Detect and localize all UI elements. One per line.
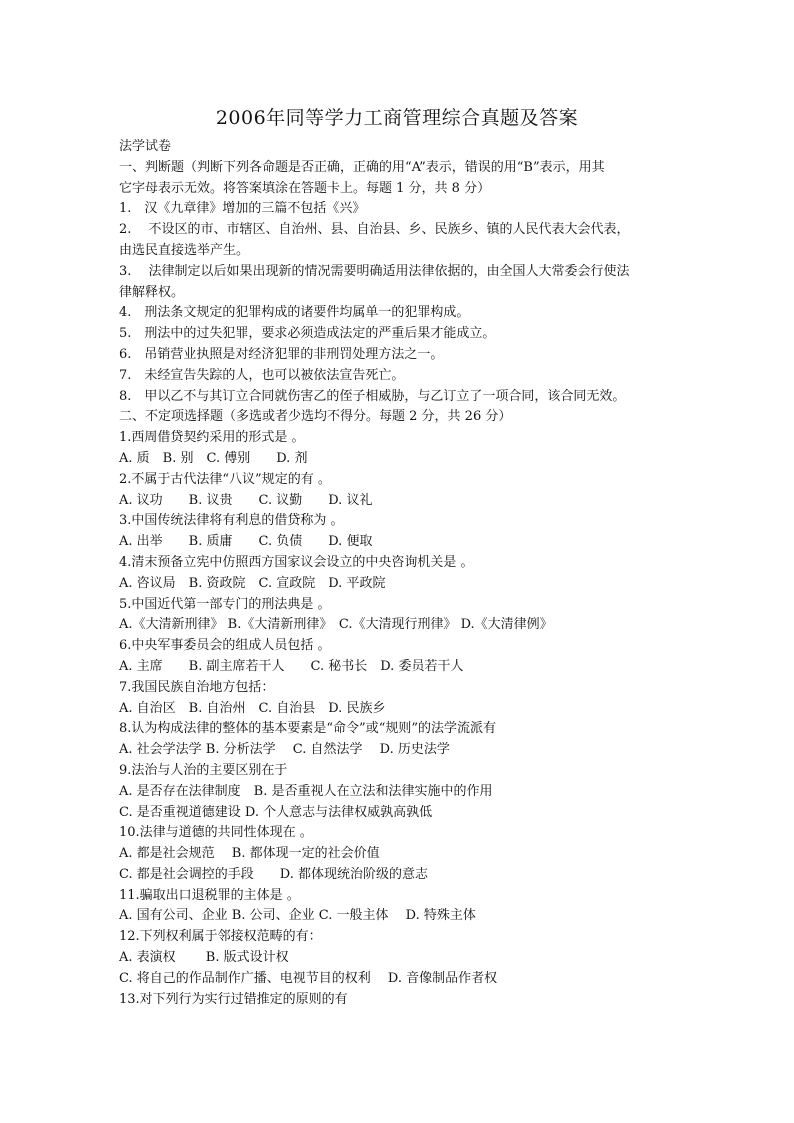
text-line: C. 是否重视道德建设 D. 个人意志与法律权威孰高孰低 [119, 804, 433, 820]
text-line: 5.中国近代第一部专门的刑法典是 。 [119, 596, 331, 612]
text-line: A. 主席 B. 副主席若干人 C. 秘书长 D. 委员若干人 [119, 658, 464, 674]
text-line: A. 社会学法学 B. 分析法学 C. 自然法学 D. 历史法学 [119, 742, 450, 758]
text-line: 3.中国传统法律将有利息的借贷称为 。 [119, 513, 344, 529]
text-line: C. 将自己的作品制作广播、电视节目的权利 D. 音像制品作者权 [119, 970, 498, 986]
text-line: 6. 吊销营业执照是对经济犯罪的非刑罚处理方法之一。 [119, 346, 444, 362]
text-line: A. 国有公司、企业 B. 公司、企业 C. 一般主体 D. 特殊主体 [119, 908, 476, 924]
text-line: 7. 未经宣告失踪的人，也可以被依法宣告死亡。 [119, 367, 405, 383]
text-line: A. 质 B. 别 C. 傅别 D. 剂 [119, 450, 308, 466]
text-line: A. 是否存在法律制度 B. 是否重视人在立法和法律实施中的作用 [119, 783, 493, 799]
text-line: 2. 不设区的市、市辖区、自治州、县、自治县、乡、民族乡、镇的人民代表大会代表， [119, 222, 630, 238]
text-line: 二、不定项选择题（多选或者少选均不得分。每题 2 分，共 26 分） [119, 409, 512, 425]
text-line: 4.清末预备立宪中仿照西方国家议会设立的中央咨询机关是 。 [119, 554, 474, 570]
text-line: 12.下列权利属于邻接权范畴的有： [119, 929, 322, 945]
text-line: 8.认为构成法律的整体的基本要素是“命令”或“规则”的法学流派有 [119, 721, 496, 737]
text-line: 它字母表示无效。将答案填涂在答题卡上。每题 1 分，共 8 分） [119, 180, 491, 196]
text-line: A.《大清新刑律》 B.《大清新刑律》 C.《大清现行刑律》 D.《大清律例》 [119, 617, 553, 633]
text-line: 9.法治与人治的主要区别在于 [119, 762, 288, 778]
text-line: 3. 法律制定以后如果出现新的情况需要明确适用法律依据的，由全国人大常委会行使法 [119, 263, 630, 279]
text-line: 由选民直接选举产生。 [119, 242, 250, 258]
text-line: 法学试卷 [119, 139, 172, 154]
text-line: A. 咨议局 B. 资政院 C. 宣政院 D. 平政院 [119, 575, 386, 591]
text-line: 1.西周借贷契约采用的形式是 。 [119, 430, 305, 446]
text-line: 13.对下列行为实行过错推定的原则的有 [119, 991, 348, 1007]
text-line: A. 议功 B. 议贵 C. 议勤 D. 议礼 [119, 492, 373, 508]
text-line: C. 都是社会调控的手段 D. 都体现统治阶级的意志 [119, 866, 428, 882]
text-line: 7.我国民族自治地方包括： [119, 679, 275, 695]
text-line: A. 都是社会规范 B. 都体现一定的社会价值 [119, 846, 380, 862]
text-line: 8. 甲以乙不与其订立合同就伤害乙的侄子相威胁，与乙订立了一项合同，该合同无效。 [119, 388, 626, 404]
text-line: 一、判断题（判断下列各命题是否正确，正确的用“A”表示，错误的用“B”表示，用其 [119, 159, 605, 175]
text-line: A. 表演权 B. 版式设计权 [119, 950, 289, 966]
text-line: 律解释权。 [119, 284, 185, 300]
text-line: 10.法律与道德的共同性体现在 。 [119, 825, 313, 841]
text-line: 11.骗取出口退税罪的主体是 。 [119, 887, 300, 903]
document-body [119, 137, 679, 1010]
text-line: 5. 刑法中的过失犯罪，要求必须造成法定的严重后果才能成立。 [119, 326, 496, 342]
text-line: 4. 刑法条文规定的犯罪构成的诸要件均属单一的犯罪构成。 [119, 305, 470, 321]
text-line: A. 自治区 B. 自治州 C. 自治县 D. 民族乡 [119, 700, 386, 716]
text-line: 6.中央军事委员会的组成人员包括 。 [119, 638, 331, 654]
document-title: 2006年同等学力工商管理综合真题及答案 [215, 107, 579, 129]
text-line: 1. 汉《九章律》增加的三篇不包括《兴》 [119, 201, 366, 217]
text-line: 2.不属于古代法律“八议”规定的有 。 [119, 471, 331, 487]
text-line: A. 出举 B. 质庸 C. 负债 D. 便取 [119, 534, 373, 550]
